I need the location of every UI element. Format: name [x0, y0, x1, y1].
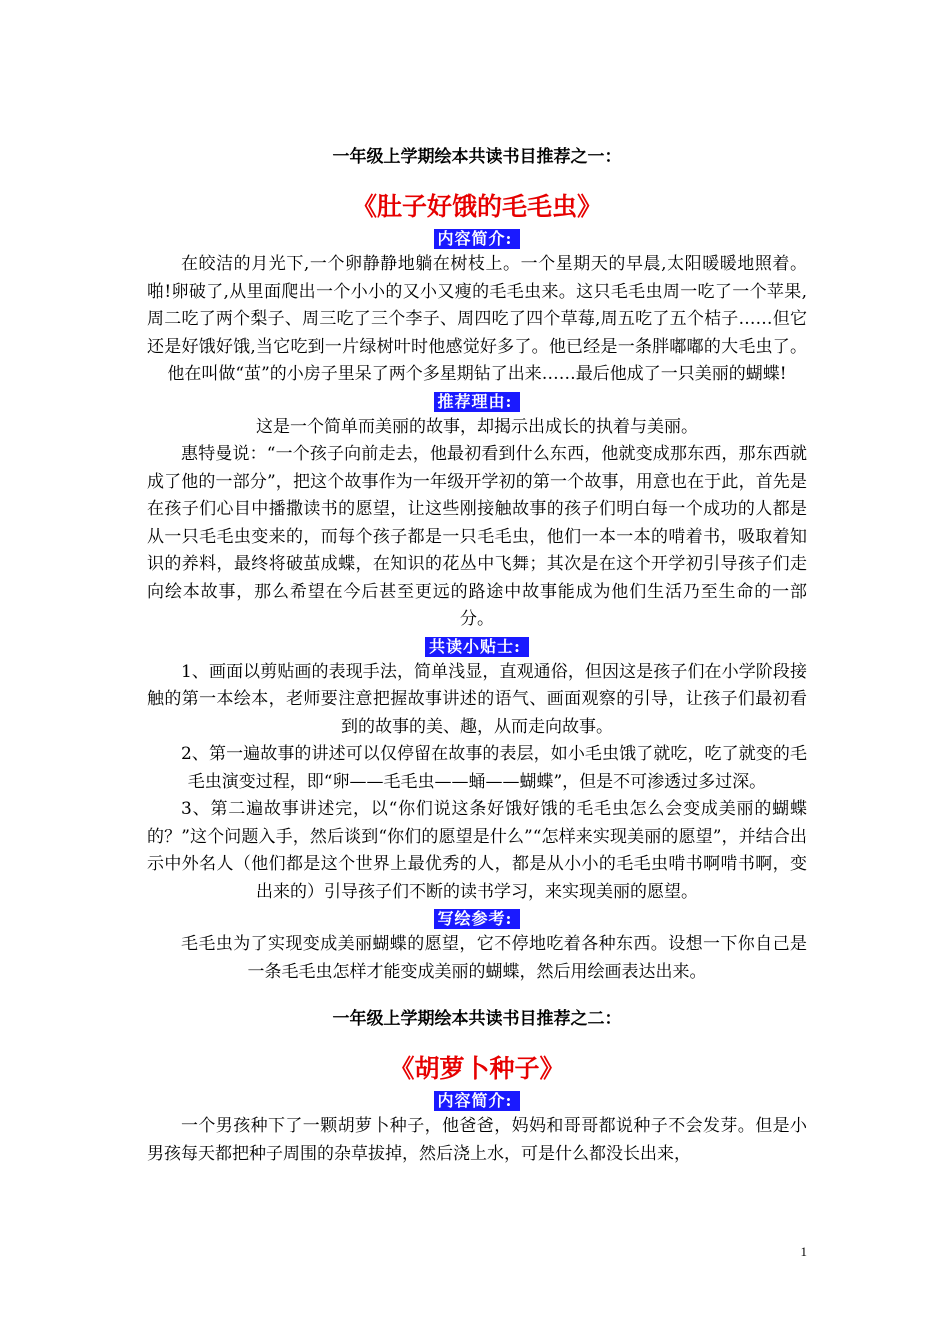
tips-paragraph-2: 2、第一遍故事的讲述可以仅停留在故事的表层，如小毛虫饿了就吃，吃了就变的毛毛虫演变过程，即“卵——毛毛虫——蛹——蝴蝶”，但是不可渗透过多过深。: [181, 744, 807, 792]
document-page: [147, 146, 807, 1168]
book-title-1: 《肚子好饿的毛毛虫》: [351, 192, 602, 221]
draw-paragraph-1: 毛毛虫为了实现变成美丽蝴蝶的愿望，它不停地吃着各种东西。设想一下你自己是一条毛毛虫怎样才能变成美丽的蝴蝶，然后用绘画表达出来。: [181, 934, 807, 982]
intro-paragraph-2: 一个男孩种下了一颗胡萝卜种子，他爸爸，妈妈和哥哥都说种子不会发芽。但是小男孩每天都把种子周围的杂草拔掉，然后浇上水，可是什么都没长出来，: [147, 1116, 807, 1164]
reason-paragraph-1b: 惠特曼说：“一个孩子向前走去，他最初看到什么东西，他就变成那东西，那东西就成了他的一部分”，把这个故事作为一年级开学初的第一个故事，用意也在于此，首先是在孩子们心目中播撒读书的愿望，让这些刚接触故事的孩子们明白每一个成功的人都是从一只毛毛虫变来的，而每个孩子都是一只毛毛虫，他们一本一本的啃着书，吸取着知识的养料，最终将破茧成蝶，在知识的花丛中飞舞；其次是在这个开学初引导孩子们走向绘本故事，那么希望在今后甚至更远的路途中故事能成为他们生活乃至生命的一部分。: [147, 444, 807, 629]
label-draw-1: 写绘参考:: [434, 909, 521, 929]
label-tips-1: 共读小贴士:: [425, 637, 529, 657]
reason-paragraph-1a: 这是一个简单而美丽的故事，却揭示出成长的执着与美丽。: [256, 416, 698, 437]
label-reason-1: 推荐理由:: [434, 392, 521, 412]
tips-paragraph-3: 3、第二遍故事讲述完，以“你们说这条好饿好饿的毛毛虫怎么会变成美丽的蝴蝶的？”这个问题入手，然后谈到“你们的愿望是什么”“怎样来实现美丽的愿望”，并结合出示中外名人（他们都是这个世界上最优秀的人，都是从小小的毛毛虫啃书啊啃书啊，变出来的）引导孩子们不断的读书学习，来实现美丽的愿望。: [147, 799, 807, 902]
label-intro-2: 内容简介:: [434, 1091, 521, 1111]
label-intro-1: 内容简介:: [434, 229, 521, 249]
intro-paragraph-1: 在皎洁的月光下,一个卵静静地躺在树枝上。一个星期天的早晨,太阳暖暖地照着。啪!卵破了,从里面爬出一个小小的又小又瘦的毛毛虫来。这只毛毛虫周一吃了一个苹果,周二吃了两个梨子、周三吃了三个李子、周四吃了四个草莓,周五吃了五个桔子……但它还是好饿好饿,当它吃到一片绿树叶时他感觉好多了。他已经是一条胖嘟嘟的大毛虫了。他在叫做“茧”的小房子里呆了两个多星期钻了出来……最后他成了一只美丽的蝴蝶!: [147, 254, 807, 384]
tips-paragraph-1: 1、画面以剪贴画的表现手法，简单浅显，直观通俗，但因这是孩子们在小学阶段接触的第一本绘本，老师要注意把握故事讲述的语气、画面观察的引导，让孩子们最初看到的故事的美、趣，从而走向故事。: [147, 661, 807, 737]
section-heading-2: 一年级上学期绘本共读书目推荐之二：: [332, 1009, 622, 1029]
page-number: 1: [800, 1244, 807, 1259]
book-title-2: 《胡萝卜种子》: [389, 1054, 565, 1083]
section-heading-1: 一年级上学期绘本共读书目推荐之一：: [332, 147, 622, 167]
